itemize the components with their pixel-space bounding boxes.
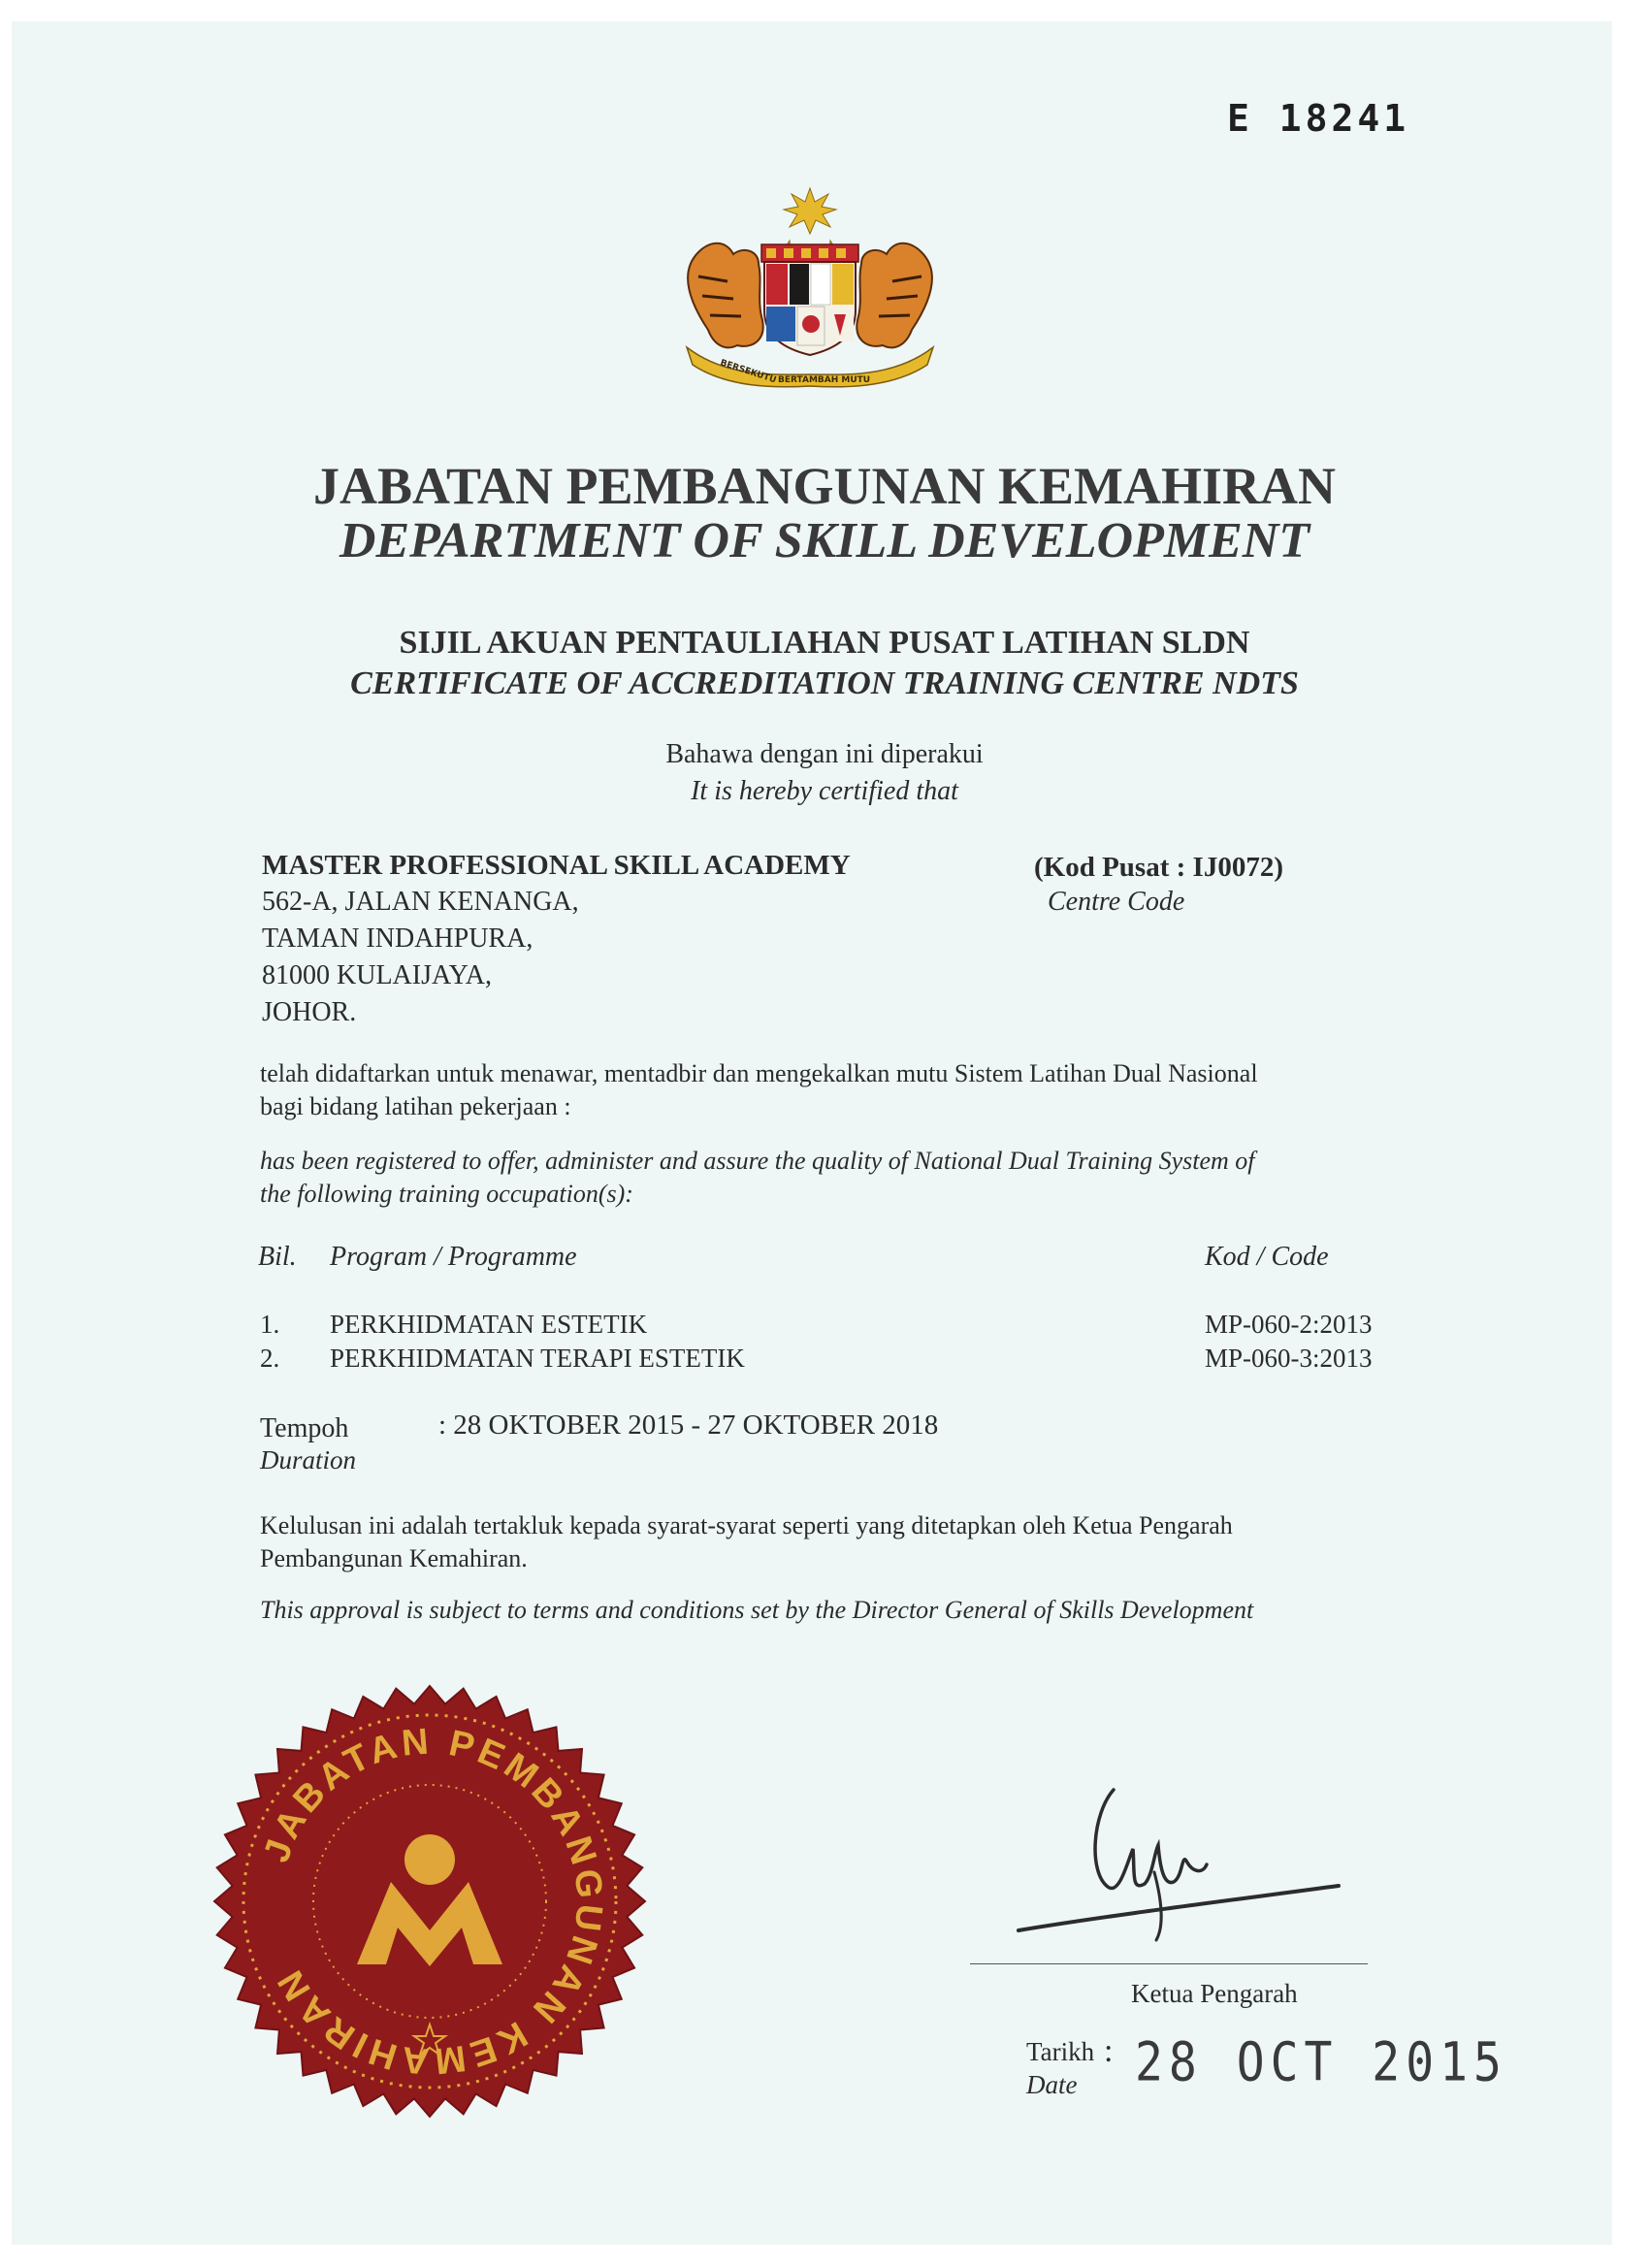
registration-text-malay-line: bagi bidang latihan pekerjaan : <box>260 1092 571 1120</box>
date-colon: : <box>1104 2033 1114 2069</box>
approval-text-malay-line: Pembangunan Kemahiran. <box>260 1544 528 1572</box>
date-label-english: Date <box>1026 2070 1078 2099</box>
seal-ring-text: JABATAN PEMBANGUNAN KEMAHIRAN <box>256 1721 610 2082</box>
centre-code-caption: Centre Code <box>1048 887 1185 917</box>
programme-row-number: 1. <box>260 1310 280 1339</box>
registration-text-malay <box>260 1057 1405 1123</box>
department-seal <box>211 1683 648 2120</box>
left-tiger-icon <box>688 243 763 348</box>
coat-of-arms-emblem <box>669 184 951 388</box>
certify-statement-malay: Bahawa dengan ini diperakui <box>665 739 984 769</box>
director-signature-mark <box>999 1756 1348 1950</box>
programme-row-code: MP-060-3:2013 <box>1205 1344 1373 1373</box>
date-label-malay: Tarikh <box>1026 2037 1095 2066</box>
certify-statement-english: It is hereby certified that <box>691 776 958 806</box>
registration-text-english-line: the following training occupation(s): <box>260 1180 633 1208</box>
duration-label-malay: Tempoh <box>260 1413 349 1443</box>
programme-row-name: PERKHIDMATAN TERAPI ESTETIK <box>330 1344 745 1373</box>
duration-label-english: Duration <box>260 1445 357 1474</box>
certificate-title-malay: SIJIL AKUAN PENTAULIAHAN PUSAT LATIHAN SLDN <box>399 625 1250 661</box>
shield-icon <box>761 244 858 355</box>
department-name-malay: JABATAN PEMBANGUNAN KEMAHIRAN <box>313 457 1336 515</box>
programme-header-code: Kod / Code <box>1205 1242 1329 1272</box>
registration-text-english-line: has been registered to offer, administer and assure the quality of National Dual Training System of <box>260 1147 1255 1175</box>
centre-code: (Kod Pusat : IJ0072) <box>1034 852 1283 883</box>
programme-header-number: Bil. <box>258 1242 297 1272</box>
registration-text-malay-line: telah didaftarkan untuk menawar, mentadbir dan mengekalkan mutu Sistem Latihan Dual Nasional <box>260 1059 1258 1087</box>
centre-name: MASTER PROFESSIONAL SKILL ACADEMY <box>262 850 851 881</box>
centre-address-line: 81000 KULAIJAYA, <box>262 960 492 990</box>
signatory-title: Ketua Pengarah <box>1131 1979 1298 2008</box>
motto-center-text: BERTAMBAH MUTU <box>778 375 871 385</box>
approval-text-malay <box>260 1509 1405 1575</box>
motto-left-text: BERSEKUTU <box>719 358 778 386</box>
programme-header-name: Program / Programme <box>330 1242 577 1272</box>
serial-number: E 18241 <box>1227 97 1410 140</box>
date-stamp: 28 OCT 2015 <box>1135 2030 1507 2094</box>
right-tiger-icon <box>857 243 932 348</box>
programme-row-number: 2. <box>260 1344 280 1373</box>
certificate-title-english: CERTIFICATE OF ACCREDITATION TRAINING CENTRE NDTS <box>350 665 1299 701</box>
centre-address-line: JOHOR. <box>262 997 357 1027</box>
centre-address-line: TAMAN INDAHPURA, <box>262 923 534 954</box>
registration-text-english <box>260 1145 1405 1211</box>
centre-address-line: 562-A, JALAN KENANGA, <box>262 887 579 917</box>
approval-text-english: This approval is subject to terms and conditions set by the Director General of Skills Development <box>260 1596 1254 1624</box>
duration-value: : 28 OKTOBER 2015 - 27 OKTOBER 2018 <box>438 1409 939 1441</box>
signature-line <box>970 1963 1368 1964</box>
programme-row-code: MP-060-2:2013 <box>1205 1310 1373 1339</box>
programme-row-name: PERKHIDMATAN ESTETIK <box>330 1310 648 1339</box>
department-name-english: DEPARTMENT OF SKILL DEVELOPMENT <box>339 513 1310 568</box>
approval-text-malay-line: Kelulusan ini adalah tertakluk kepada syarat-syarat seperti yang ditetapkan oleh Ketua Pengarah <box>260 1511 1233 1539</box>
